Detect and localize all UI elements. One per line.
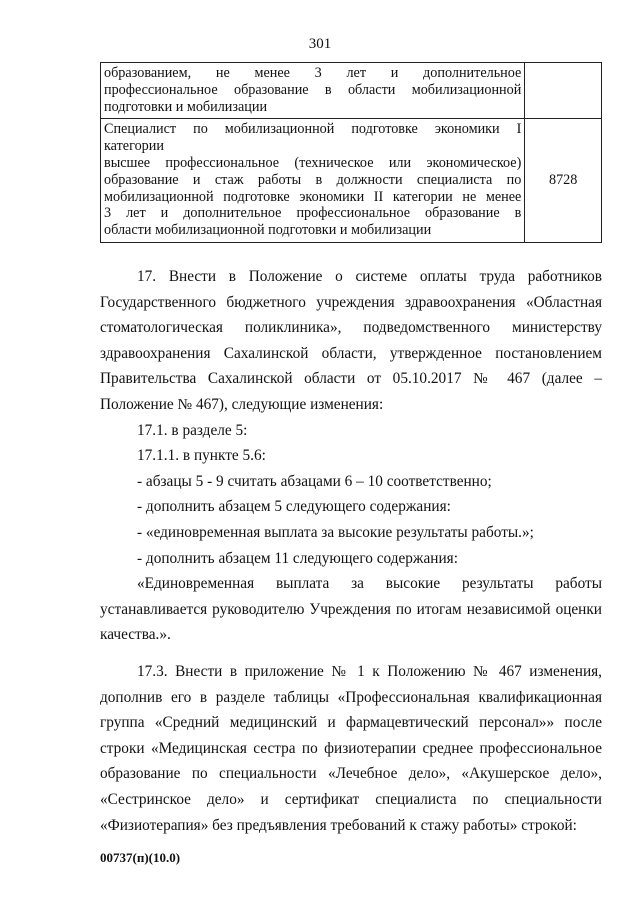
item-17-1: 17.1. в разделе 5: (137, 421, 248, 439)
position-description-cell (101, 63, 525, 119)
list-item: - абзацы 5 - 9 считать абзацами 6 – 10 соответственно; (137, 472, 492, 490)
paragraph-line: Правительства Сахалинской области от 05.10.2017 № 467 (далее – (100, 370, 602, 388)
paragraph-line: устанавливается руководителю Учреждения по итогам независимой оценки (100, 600, 602, 618)
paragraph-line: здравоохранения Сахалинской области, утвержденное постановлением (100, 344, 602, 362)
quote-paragraph (100, 571, 602, 648)
paragraph-17 (100, 264, 602, 418)
paragraph-line: образование по специальности «Лечебное дело», «Акушерское дело», (100, 765, 602, 783)
paragraph-line: группа «Средний медицинский и фармацевтический персонал»» после (100, 714, 602, 732)
item-17-1-1: 17.1.1. в пункте 5.6: (137, 447, 266, 465)
table-text-line: категории (104, 138, 164, 155)
position-description-cell (101, 119, 525, 243)
body-text (100, 264, 602, 648)
table-text-line: 3 лет и дополнительное профессиональное образование в (104, 205, 522, 222)
paragraph-line: качества.». (100, 626, 171, 644)
paragraph-line: Государственного бюджетного учреждения здравоохранения «Областная (100, 293, 602, 311)
table-text-line: профессиональное образование в области мобилизационной (104, 81, 522, 98)
salary-value-cell (525, 63, 602, 119)
paragraph-line: Положение № 467), следующие изменения: (100, 395, 384, 413)
paragraph-line: стоматологическая поликлиника», подведомственного министерству (100, 319, 602, 337)
list-item: - дополнить абзацем 11 следующего содержания: (137, 549, 458, 567)
table-text-line: образованием, не менее 3 лет и дополнительное (104, 65, 522, 81)
table-row (101, 119, 602, 243)
paragraph-line: «Единовременная выплата за высокие результаты работы (137, 575, 602, 593)
document-code: 00737(п)(10.0) (100, 850, 181, 865)
paragraph-line: 17.3. Внести в приложение № 1 к Положению № 467 изменения, (137, 663, 602, 680)
paragraph-line: «Сестринское дело» и сертификат специалиста по специальности (100, 790, 602, 808)
table-text-line: Специалист по мобилизационной подготовке экономики I (104, 121, 522, 138)
paragraph-17-3 (100, 659, 602, 838)
table-text-line: области мобилизационной подготовки и мобилизации (104, 222, 432, 239)
table-text-line: подготовки и мобилизации (104, 98, 268, 115)
salary-value-cell: 8728 (525, 119, 602, 243)
table-text-line: мобилизационной подготовке экономики II категории не менее (104, 188, 522, 205)
paragraph-line: дополнив его в разделе таблицы «Профессиональная квалификационная (100, 688, 602, 706)
list-item: - «единовременная выплата за высокие результаты работы.»; (137, 523, 534, 541)
table-row (101, 63, 602, 119)
body-text-continued (100, 659, 602, 838)
list-item: - дополнить абзацем 5 следующего содержания: (137, 498, 451, 516)
table-text-line: образование и стаж работы в должности специалиста по (104, 171, 522, 188)
paragraph-line: «Физиотерапия» без предъявления требований к стажу работы» строкой: (100, 816, 577, 834)
position-salary-table (100, 62, 602, 243)
page-number: 301 (308, 36, 332, 52)
table-text-line: высшее профессиональное (техническое или экономическое) (104, 154, 522, 171)
paragraph-line: 17. Внести в Положение о системе оплаты труда работников (137, 268, 602, 285)
paragraph-line: строки «Медицинская сестра по физиотерапии среднее профессиональное (100, 739, 602, 757)
